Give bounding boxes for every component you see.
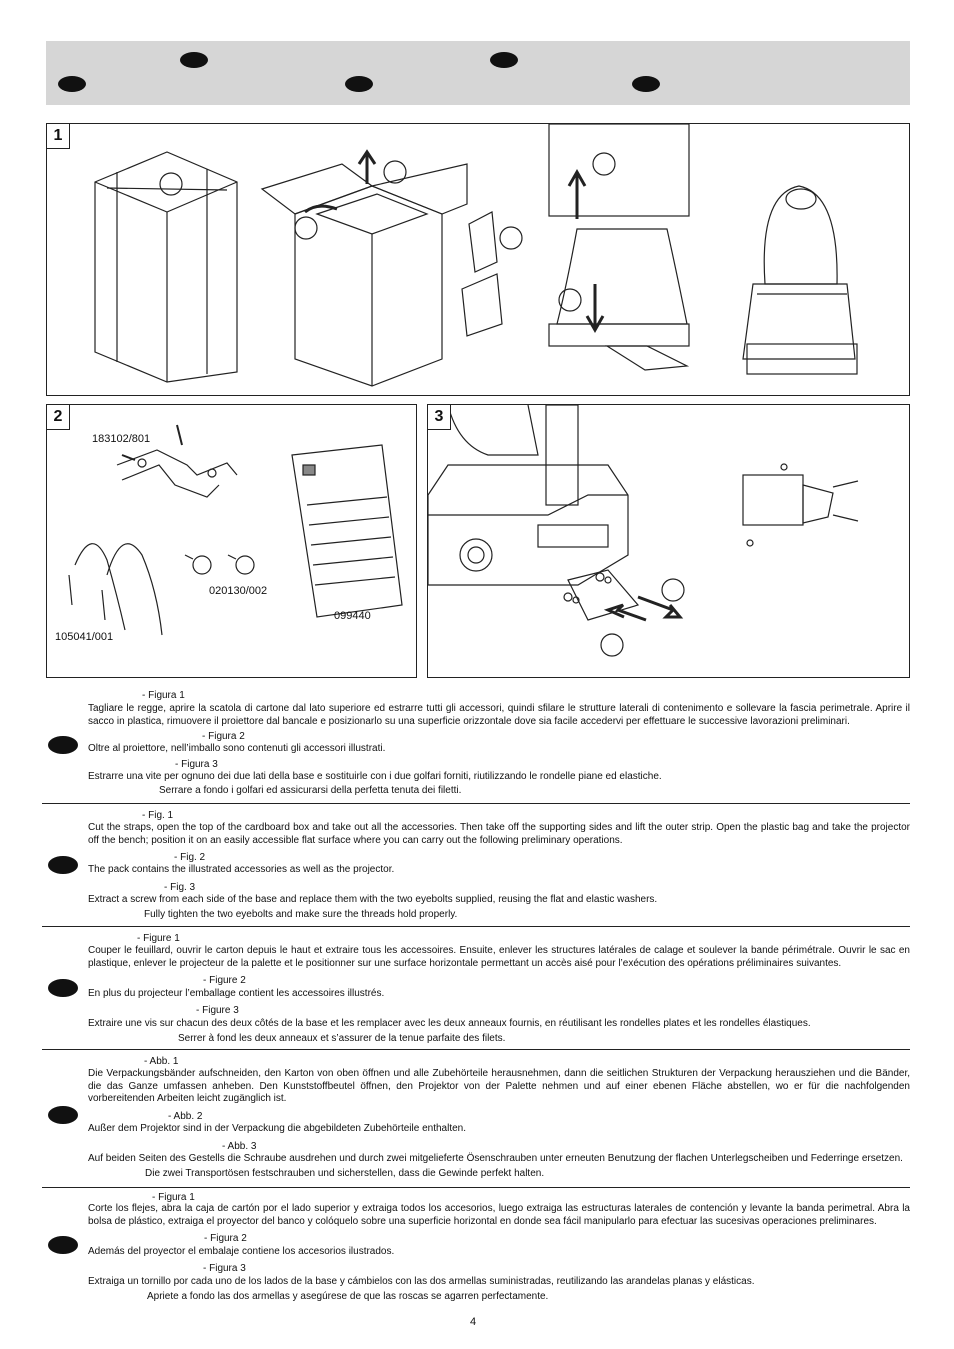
language-header-bar <box>46 41 910 105</box>
language-marker-es <box>632 76 660 92</box>
en-note: Fully tighten the two eyebolts and make sure the threads hold properly. <box>144 909 458 920</box>
de-ref-figure-2: - Abb. 2 <box>168 1111 203 1122</box>
es-text-figure-1: Corte los flejes, abra la caja de cartón por el lado superior y extraiga todos los accesorios, luego extraiga las estructuras laterales de contención y levante la banda perimetral. Abra la bolsa de plástico, extraiga el proyector del banco y colóquelo sobre una superficie horizontal en donde sea fácil manipularlo para efectuar las sucesivas operaciones preliminares. <box>88 1203 910 1227</box>
it-note: Serrare a fondo i golfari ed assicurarsi della perfetta tenuta dei filetti. <box>159 785 462 796</box>
section-divider <box>42 1187 910 1188</box>
section-german <box>42 1056 910 1181</box>
en-text-figure-2: The pack contains the illustrated accessories as well as the projector. <box>88 864 395 875</box>
page-number: 4 <box>470 1316 477 1328</box>
section-divider <box>42 1049 910 1050</box>
accessory-code-safety-cables: 105041/001 <box>55 631 114 643</box>
fr-ref-figure-2: - Figure 2 <box>203 975 246 986</box>
fr-text-figure-3: Extraire une vis sur chacun des deux côtés de la base et les remplacer avec les deux anneaux fournis, en réutilisant les rondelles plates et les rondelles élastiques. <box>88 1018 811 1029</box>
en-ref-figure-2: - Fig. 2 <box>174 852 206 863</box>
fr-text-figure-2: En plus du projecteur l’emballage contient les accessoires illustrés. <box>88 988 385 999</box>
it-text-figure-2: Oltre al proiettore, nell’imballo sono contenuti gli accessori illustrati. <box>88 743 386 754</box>
figure-1-unpacking-illustration <box>47 124 911 397</box>
es-ref-figure-3: - Figura 3 <box>203 1263 246 1274</box>
language-marker-de <box>345 76 373 92</box>
en-ref-figure-1: - Fig. 1 <box>142 810 174 821</box>
language-marker-en <box>48 856 78 874</box>
figure-3-number: 3 <box>428 405 451 430</box>
de-ref-figure-1: - Abb. 1 <box>144 1056 179 1067</box>
de-text-figure-2: Außer dem Projektor sind in der Verpackung die abgebildeten Zubehörteile enthalten. <box>88 1123 467 1134</box>
de-text-figure-1: Die Verpackungsbänder aufschneiden, den Karton von oben öffnen und alle Zubehörteile herausnehmen, dann die seitlichen Strukturen der Verpackung herausziehen und die Bänder, die das Ganze umfassen anheben. Den Kunststoffbeutel öffnen, den Projektor von der Palette nehmen und auf einer ebenen Fläche abstellen, wo er für die nachfolgenden vorbereitenden Arbeiten leicht zugänglich ist. <box>88 1068 910 1105</box>
it-ref-figure-2: - Figura 2 <box>202 731 245 742</box>
es-ref-figure-2: - Figura 2 <box>204 1233 247 1244</box>
section-english <box>42 810 910 920</box>
figure-1-panel <box>46 123 910 396</box>
section-divider <box>42 926 910 927</box>
figure-3-eyebolt-mounting-illustration <box>428 405 911 679</box>
language-marker-de <box>48 1106 78 1124</box>
language-marker-fr <box>48 979 78 997</box>
accessory-code-eyebolts: 020130/002 <box>209 585 268 597</box>
en-text-figure-3: Extract a screw from each side of the base and replace them with the two eyebolts supplied, reusing the flat and elastic washers. <box>88 894 658 905</box>
figure-3-panel <box>427 404 910 678</box>
es-note: Apriete a fondo las dos armellas y asegúrese de que las roscas se agarren perfectamente. <box>147 1291 549 1302</box>
fr-ref-figure-3: - Figure 3 <box>196 1005 239 1016</box>
es-text-figure-2: Además del proyector el embalaje contiene los accesorios ilustrados. <box>88 1246 395 1257</box>
language-marker-it <box>180 52 208 68</box>
figure-2-panel <box>46 404 417 678</box>
figure-2-number: 2 <box>47 405 70 430</box>
section-spanish <box>42 1192 910 1307</box>
it-text-figure-3: Estrarre una vite per ognuno dei due lati della base e sostituirle con i due golfari forniti, riutilizzando le rondelle piane ed elastiche. <box>88 771 662 782</box>
it-text-figure-1: Tagliare le regge, aprire la scatola di cartone dal lato superiore ed estrarre tutti gli accessori, quindi sfilare le strutture laterali di contenimento e sollevare la fascia perimetrale. Aprire il sacco in plastica, rimuovere il proiettore dal bancale e posizionarlo su una superficie orizzontale dove sia facile accedervi per effettuare le successive lavorazioni preliminari. <box>88 703 910 727</box>
de-text-figure-3: Auf beiden Seiten des Gestells die Schraube ausdrehen und durch zwei mitgelieferte Ösenschrauben unter erneuten Benutzung der flachen Unterlegscheiben und Federringe ersetzen. <box>88 1153 903 1164</box>
fr-text-figure-1: Couper le feuillard, ouvrir le carton depuis le haut et extraire tous les accessoires. Ensuite, enlever les structures latérales de calage et soulever la bande périmétrale. Ouvrir le sac en plastique, enlever le projecteur de la palette et le positionner sur une surface horizontale permettant un accès aisé pour l’exécution des opérations préliminaires suivantes. <box>88 945 910 969</box>
fr-ref-figure-1: - Figure 1 <box>137 933 180 944</box>
it-ref-figure-3: - Figura 3 <box>175 759 218 770</box>
section-divider <box>42 803 910 804</box>
language-marker-en <box>490 52 518 68</box>
accessory-code-brackets: 183102/801 <box>92 433 151 445</box>
figure-1-number: 1 <box>47 124 70 149</box>
accessory-code-manual: 099440 <box>334 610 371 622</box>
en-text-figure-1: Cut the straps, open the top of the cardboard box and take out all the accessories. Then take off the supporting sides and lift the outer strip. Open the plastic bag and take the projector off the bench; position it on an easily accessible flat surface where you can carry out the following preliminary operations. <box>88 822 910 846</box>
es-ref-figure-1: - Figura 1 <box>152 1192 195 1203</box>
de-note: Die zwei Transportösen festschrauben und sicherstellen, dass die Gewinde perfekt halten. <box>145 1168 545 1179</box>
en-ref-figure-3: - Fig. 3 <box>164 882 196 893</box>
es-text-figure-3: Extraiga un tornillo por cada uno de los lados de la base y cámbielos con las dos armellas suministradas, reutilizando las arandelas planas y elásticas. <box>88 1276 755 1287</box>
section-french <box>42 933 910 1043</box>
de-ref-figure-3: - Abb. 3 <box>222 1141 257 1152</box>
language-marker-es <box>48 1236 78 1254</box>
fr-note: Serrer à fond les deux anneaux et s’assurer de la tenue parfaite des filets. <box>178 1033 506 1044</box>
it-ref-figure-1: - Figura 1 <box>142 690 185 701</box>
language-marker-fr <box>58 76 86 92</box>
language-marker-it <box>48 736 78 754</box>
section-italian <box>42 690 910 795</box>
